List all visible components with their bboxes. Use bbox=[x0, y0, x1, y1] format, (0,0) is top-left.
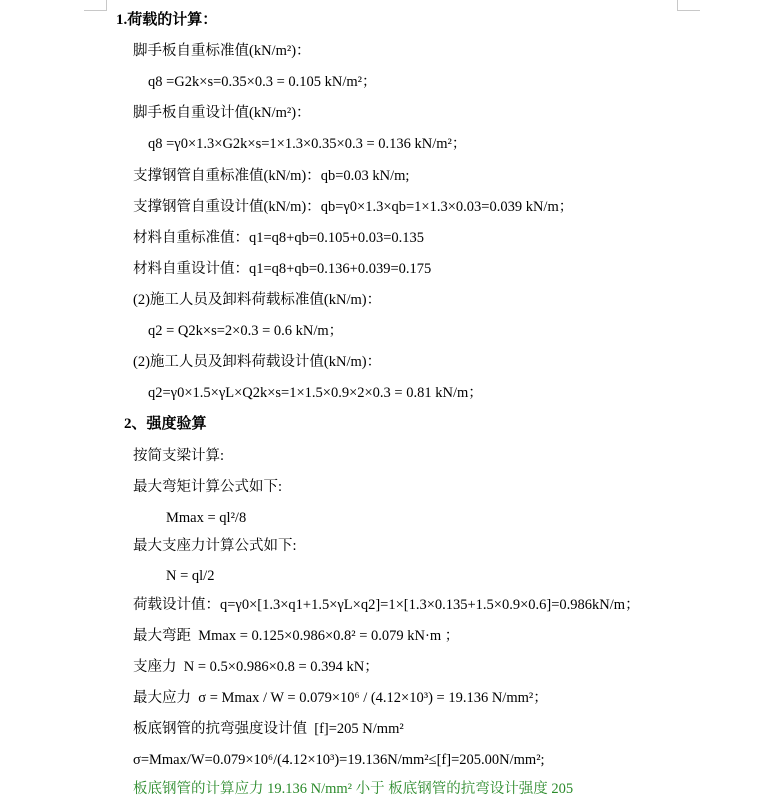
line-support bbox=[133, 657, 379, 677]
line-max-moment bbox=[133, 626, 459, 646]
formula-pipe-design: qb=γ0×1.3×qb=1×1.3×0.03=0.039 kN/m； bbox=[320, 199, 574, 215]
formula-max-stress: σ = Mmax / W = 0.079×10⁶ / (4.12×10³) = 19.136 N/mm²； bbox=[198, 690, 548, 706]
line-pipe-design bbox=[133, 197, 573, 217]
line-material-design bbox=[133, 259, 431, 279]
line-max-stress bbox=[133, 688, 548, 708]
line-moment-formula-intro: 最大弯矩计算公式如下: bbox=[133, 479, 283, 495]
formula-material-standard: q1=q8+qb=0.105+0.03=0.135 bbox=[249, 230, 425, 246]
formula-stress-check: σ=Mmax/W=0.079×10⁶/(4.12×10³)=19.136N/mm²≤[f]=205.00N/mm²; bbox=[133, 752, 545, 768]
line-support-formula-intro: 最大支座力计算公式如下: bbox=[133, 538, 297, 554]
formula-material-design: q1=q8+qb=0.136+0.039=0.175 bbox=[249, 261, 432, 277]
formula-worker-standard: q2 = Q2k×s=2×0.3 = 0.6 kN/m； bbox=[148, 323, 344, 339]
formula-scaffold-design: q8 =γ0×1.3×G2k×s=1×1.3×0.35×0.3 = 0.136 kN/m²； bbox=[148, 136, 467, 152]
formula-support-force: N = ql/2 bbox=[166, 568, 215, 584]
label-max-stress: 最大应力 bbox=[133, 690, 191, 706]
label-pipe-standard: 支撑钢管自重标准值(kN/m)： bbox=[133, 168, 321, 184]
formula-max-moment: Mmax = ql²/8 bbox=[166, 510, 247, 526]
page-corner-mark-right bbox=[677, 0, 700, 11]
line-worker-design: (2)施工人员及卸料荷载设计值(kN/m)： bbox=[133, 354, 382, 370]
formula-max-moment-value: Mmax = 0.125×0.986×0.8² = 0.079 kN·m ； bbox=[198, 628, 460, 644]
label-bending-strength: 板底钢管的抗弯强度设计值 bbox=[133, 721, 307, 737]
label-load-design: 荷载设计值： bbox=[133, 597, 220, 613]
line-pipe-standard bbox=[133, 166, 409, 186]
formula-scaffold-standard: q8 =G2k×s=0.35×0.3 = 0.105 kN/m²； bbox=[148, 74, 377, 90]
label-material-standard: 材料自重标准值： bbox=[133, 230, 249, 246]
line-material-standard bbox=[133, 228, 424, 248]
formula-pipe-standard: qb=0.03 kN/m; bbox=[320, 168, 410, 184]
formula-worker-design: q2=γ0×1.5×γL×Q2k×s=1×1.5×0.9×2×0.3 = 0.81 kN/m； bbox=[148, 385, 483, 401]
label-material-design: 材料自重设计值： bbox=[133, 261, 249, 277]
page-corner-mark-left bbox=[84, 0, 107, 11]
line-bending-strength bbox=[133, 719, 404, 739]
line-scaffold-standard: 脚手板自重标准值(kN/m²)： bbox=[133, 43, 311, 59]
label-pipe-design: 支撑钢管自重设计值(kN/m)： bbox=[133, 199, 321, 215]
line-worker-standard: (2)施工人员及卸料荷载标准值(kN/m)： bbox=[133, 292, 382, 308]
line-simple-beam: 按简支梁计算: bbox=[133, 448, 225, 464]
line-conclusion: 板底钢管的计算应力 19.136 N/mm² 小于 板底钢管的抗弯设计强度 205 bbox=[133, 781, 574, 797]
label-max-moment: 最大弯距 bbox=[133, 628, 191, 644]
line-scaffold-design: 脚手板自重设计值(kN/m²)： bbox=[133, 105, 311, 121]
line-load-design bbox=[133, 595, 640, 615]
section-heading-load: 1.荷载的计算： bbox=[116, 12, 218, 28]
section-heading-strength: 2、强度验算 bbox=[124, 416, 207, 432]
formula-bending-strength: [f]=205 N/mm² bbox=[314, 721, 404, 737]
label-support: 支座力 bbox=[133, 659, 177, 675]
formula-support-value: N = 0.5×0.986×0.8 = 0.394 kN； bbox=[183, 659, 379, 675]
formula-load-design: q=γ0×[1.3×q1+1.5×γL×q2]=1×[1.3×0.135+1.5×0.9×0.6]=0.986kN/m； bbox=[220, 597, 640, 613]
